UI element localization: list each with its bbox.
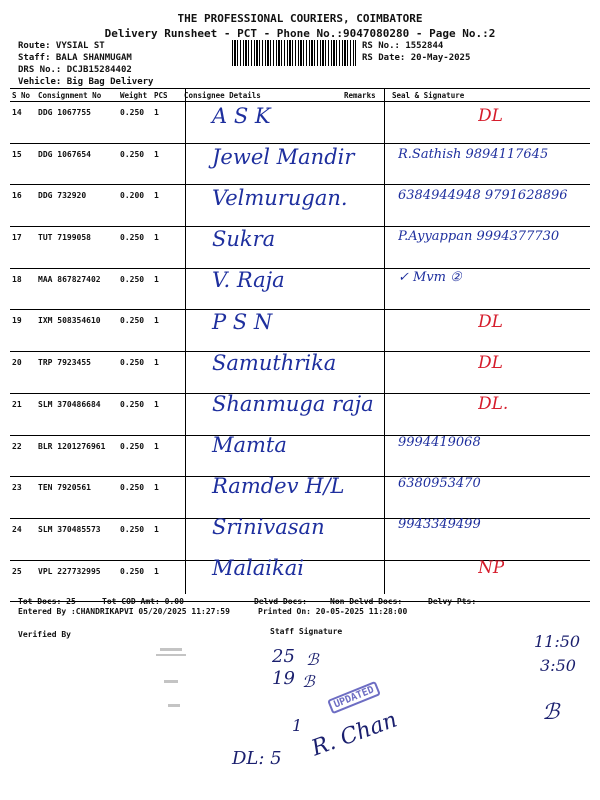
consignment-number: SLM 370485573 bbox=[36, 518, 118, 560]
updated-stamp: UPDATED bbox=[327, 681, 381, 714]
handwritten-count: 19 bbox=[272, 668, 295, 689]
handwritten-signature: DL bbox=[478, 106, 503, 126]
handwritten-signature: 6380953470 bbox=[398, 475, 481, 491]
pieces: 1 bbox=[152, 268, 182, 310]
column-divider bbox=[185, 88, 186, 594]
drs-label: DRS No.: DCJB15284402 bbox=[18, 65, 132, 75]
remarks-cell bbox=[342, 227, 390, 269]
col-signature: Seal & Signature bbox=[390, 89, 590, 102]
remarks-cell bbox=[342, 102, 390, 144]
serial-number: 15 bbox=[10, 143, 36, 185]
weight: 0.250 bbox=[118, 310, 152, 352]
staff-signature-label: Staff Signature bbox=[270, 627, 343, 636]
delivery-points: Delvy Pts: bbox=[428, 597, 477, 606]
consignment-number: TEN 7920561 bbox=[36, 477, 118, 519]
pieces: 1 bbox=[152, 227, 182, 269]
handwritten-signature: DL. bbox=[478, 393, 509, 414]
handwritten-initials: ℬ bbox=[302, 672, 315, 691]
serial-number: 25 bbox=[10, 560, 36, 602]
table-row bbox=[10, 310, 590, 352]
consignment-number: DDG 732920 bbox=[36, 185, 118, 227]
col-consignment: Consignment No bbox=[36, 89, 118, 102]
handwritten-count: 25 bbox=[272, 646, 295, 667]
serial-number: 19 bbox=[10, 310, 36, 352]
column-divider bbox=[384, 88, 385, 594]
handwritten-consignee: Samuthrika bbox=[212, 350, 337, 375]
handwritten-note: 1 bbox=[292, 716, 303, 735]
staff-label: Staff: BALA SHANMUGAM bbox=[18, 53, 132, 63]
serial-number: 18 bbox=[10, 268, 36, 310]
serial-number: 20 bbox=[10, 352, 36, 394]
pieces: 1 bbox=[152, 143, 182, 185]
printed-on: Printed On: 20-05-2025 11:28:00 bbox=[258, 607, 408, 616]
serial-number: 16 bbox=[10, 185, 36, 227]
route-label: Route: VYSIAL ST bbox=[18, 41, 105, 51]
barcode bbox=[232, 40, 356, 66]
remarks-cell bbox=[342, 435, 390, 477]
remarks-cell bbox=[342, 477, 390, 519]
handwritten-consignee: Sukra bbox=[212, 227, 276, 252]
weight: 0.250 bbox=[118, 227, 152, 269]
handwritten-signature: 9994419068 bbox=[398, 434, 481, 450]
table-row bbox=[10, 268, 590, 310]
serial-number: 24 bbox=[10, 518, 36, 560]
remarks-cell bbox=[342, 310, 390, 352]
consignment-number: DDG 1067755 bbox=[36, 102, 118, 144]
serial-number: 21 bbox=[10, 393, 36, 435]
consignment-number: TRP 7923455 bbox=[36, 352, 118, 394]
handwritten-consignee: Mamta bbox=[212, 432, 287, 457]
total-docs: Tot Docs: 25 bbox=[18, 597, 76, 606]
remarks-cell bbox=[342, 560, 390, 602]
consignment-number: SLM 370486684 bbox=[36, 393, 118, 435]
weight: 0.250 bbox=[118, 143, 152, 185]
pieces: 1 bbox=[152, 352, 182, 394]
verified-by-label: Verified By bbox=[18, 630, 71, 639]
serial-number: 23 bbox=[10, 477, 36, 519]
weight: 0.250 bbox=[118, 102, 152, 144]
handwritten-consignee: Malaikai bbox=[212, 556, 304, 581]
consignment-number: MAA 867827402 bbox=[36, 268, 118, 310]
col-remarks: Remarks bbox=[342, 89, 390, 102]
weight: 0.250 bbox=[118, 268, 152, 310]
col-weight: Weight bbox=[118, 89, 152, 102]
weight: 0.250 bbox=[118, 393, 152, 435]
weight: 0.250 bbox=[118, 352, 152, 394]
col-pcs: PCS bbox=[152, 89, 182, 102]
handwritten-consignee: Shanmuga raja bbox=[212, 391, 374, 416]
handwritten-signature: 6384944948 9791628896 bbox=[398, 188, 568, 204]
table-row bbox=[10, 435, 590, 477]
non-delivered-docs: Non Delvd Docs: bbox=[330, 597, 403, 606]
handwritten-signature: R. Chan bbox=[308, 707, 401, 762]
pieces: 1 bbox=[152, 477, 182, 519]
consignment-number: IXM 508354610 bbox=[36, 310, 118, 352]
table-row bbox=[10, 102, 590, 144]
remarks-cell bbox=[342, 352, 390, 394]
handwritten-consignee: Ramdev H/L bbox=[212, 473, 345, 498]
weight: 0.250 bbox=[118, 477, 152, 519]
consignment-number: VPL 227732995 bbox=[36, 560, 118, 602]
handwritten-signature: ✓ Mvm ② bbox=[398, 270, 462, 286]
pieces: 1 bbox=[152, 185, 182, 227]
pieces: 1 bbox=[152, 435, 182, 477]
consignment-number: DDG 1067654 bbox=[36, 143, 118, 185]
pieces: 1 bbox=[152, 310, 182, 352]
weight: 0.250 bbox=[118, 435, 152, 477]
handwritten-signature: ℬ bbox=[542, 700, 560, 725]
serial-number: 22 bbox=[10, 435, 36, 477]
consignment-number: BLR 1201276961 bbox=[36, 435, 118, 477]
stamp-smudge bbox=[150, 640, 210, 720]
company-title: THE PROFESSIONAL COURIERS, COIMBATORE bbox=[177, 12, 423, 25]
weight: 0.250 bbox=[118, 560, 152, 602]
handwritten-consignee: A S K bbox=[212, 104, 271, 128]
pieces: 1 bbox=[152, 393, 182, 435]
col-consignee: Consignee Details bbox=[182, 89, 342, 102]
total-cod: Tot COD Amt: 0.00 bbox=[102, 597, 184, 606]
rs-date: RS Date: 20-May-2025 bbox=[362, 53, 471, 63]
handwritten-consignee: V. Raja bbox=[212, 268, 285, 293]
remarks-cell bbox=[342, 268, 390, 310]
pieces: 1 bbox=[152, 560, 182, 602]
handwritten-signature: R.Sathish 9894117645 bbox=[398, 147, 549, 163]
pieces: 1 bbox=[152, 102, 182, 144]
table-header bbox=[10, 89, 590, 102]
handwritten-initials: ℬ bbox=[306, 650, 319, 669]
pieces: 1 bbox=[152, 518, 182, 560]
entered-by: Entered By :CHANDRIKAPVI 05/20/2025 11:27:59 bbox=[18, 607, 230, 616]
col-sno: S No bbox=[10, 89, 36, 102]
vehicle-label: Vehicle: Big Bag Delivery bbox=[18, 77, 154, 87]
handwritten-signature: DL bbox=[478, 311, 503, 332]
delivered-docs: Delvd Docs: bbox=[254, 597, 307, 606]
rs-number: RS No.: 1552844 bbox=[362, 41, 444, 51]
handwritten-note: DL: 5 bbox=[232, 748, 282, 769]
remarks-cell bbox=[342, 185, 390, 227]
handwritten-signature: P.Ayyappan 9994377730 bbox=[398, 229, 560, 245]
handwritten-signature: NP bbox=[478, 558, 505, 579]
handwritten-consignee: P S N bbox=[212, 309, 273, 334]
handwritten-consignee: Srinivasan bbox=[212, 515, 325, 539]
serial-number: 17 bbox=[10, 227, 36, 269]
handwritten-consignee: Velmurugan. bbox=[212, 186, 348, 211]
weight: 0.200 bbox=[118, 185, 152, 227]
remarks-cell bbox=[342, 518, 390, 560]
handwritten-signature: DL bbox=[478, 352, 503, 373]
handwritten-signature: 9943349499 bbox=[398, 517, 481, 532]
serial-number: 14 bbox=[10, 102, 36, 144]
handwritten-time: 11:50 bbox=[534, 632, 581, 651]
handwritten-consignee: Jewel Mandir bbox=[212, 145, 355, 170]
handwritten-time: 3:50 bbox=[540, 656, 576, 675]
weight: 0.250 bbox=[118, 518, 152, 560]
consignment-number: TUT 7199058 bbox=[36, 227, 118, 269]
runsheet-subtitle: Delivery Runsheet - PCT - Phone No.:9047080280 - Page No.:2 bbox=[104, 27, 496, 40]
